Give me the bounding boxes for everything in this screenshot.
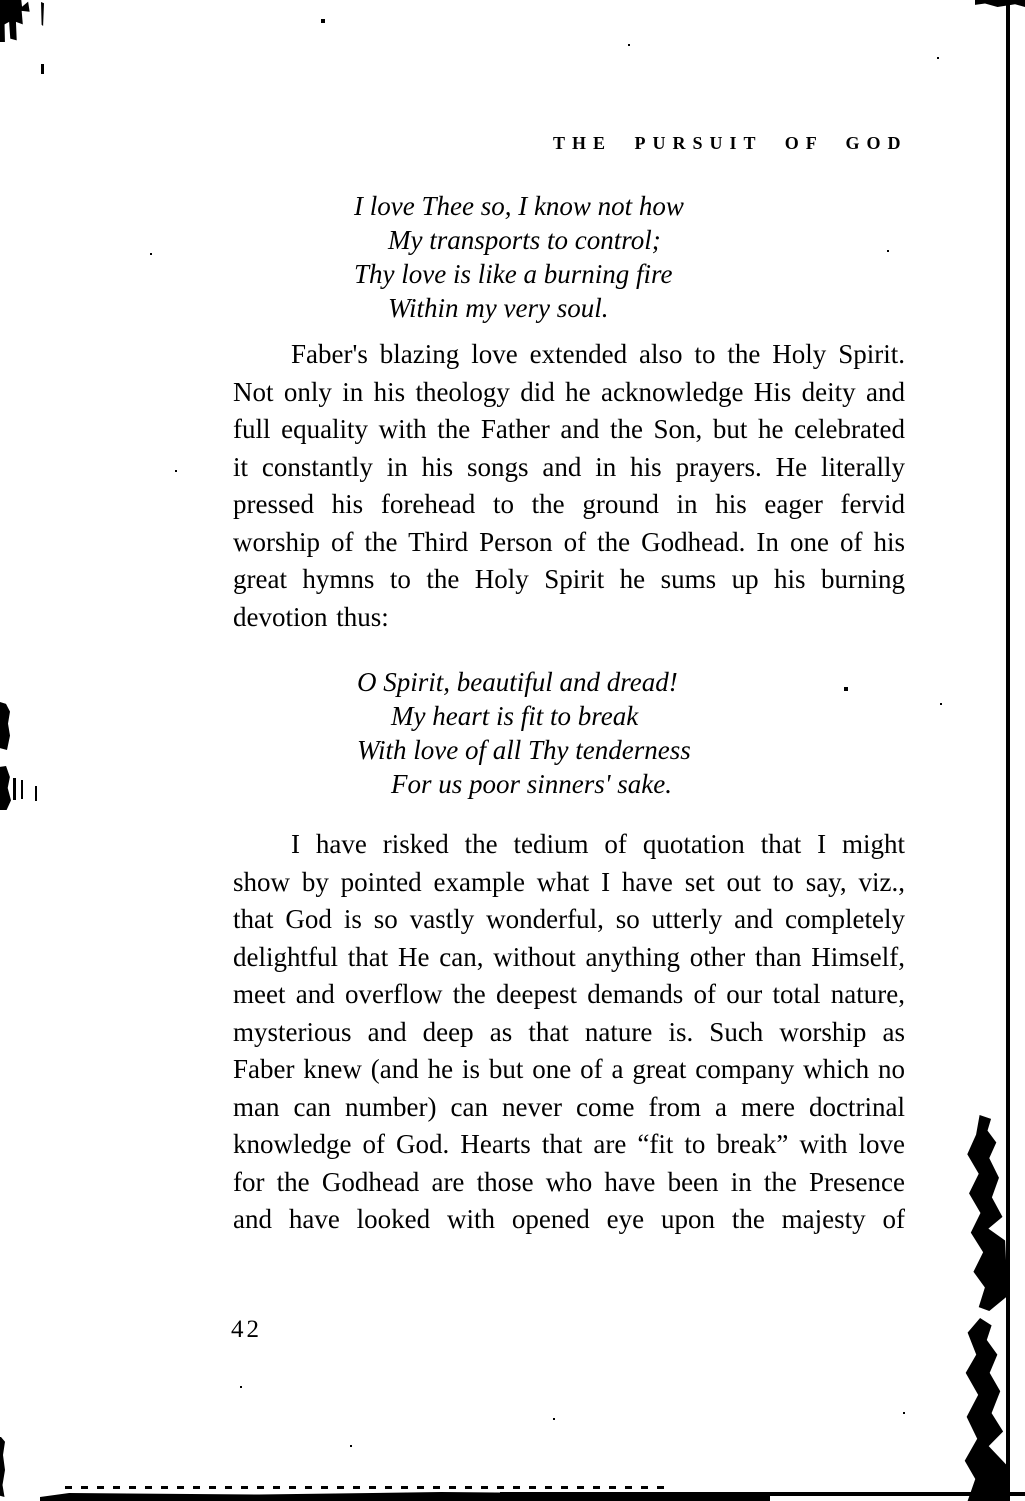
scan-tick-left-edge — [13, 778, 16, 800]
poem-line: With love of all Thy tenderness — [357, 735, 691, 765]
page-number: 42 — [231, 1316, 262, 1343]
scan-noise-dots — [0, 0, 2, 2]
scan-blob-left-edge — [0, 702, 10, 750]
poem-line: For us poor sinners' sake. — [391, 769, 673, 799]
body-paragraph-1: Faber's blazing love extended also to the Holy Spirit. Not only in his theology did he acknowledge His deity and full equality with the Father and the Son, but he celebrated it constantly in his songs and in his prayers. He literally pressed his forehead to the ground in his eager fervid worship of the Third Person of the Godhead. In one of his great hymns to the Holy Spirit he sums up his burning devotion thus: — [233, 339, 905, 632]
poem-line: My heart is fit to break — [391, 701, 639, 731]
poem-line: My transports to control; — [388, 225, 661, 255]
poem-line: Within my very soul. — [388, 293, 609, 323]
poem-line: I love Thee so, I know not how — [354, 191, 684, 221]
poem-line: O Spirit, beautiful and dread! — [357, 667, 678, 697]
scan-tick-top-left — [41, 2, 44, 26]
scan-smudge-top-left — [0, 0, 38, 42]
poem-stanza-2 — [357, 665, 691, 801]
scan-bar-top-right — [975, 0, 1025, 7]
scan-blob-left-edge — [0, 766, 11, 810]
running-header: THE PURSUIT OF GOD — [553, 133, 908, 153]
scan-tick-left-edge — [21, 780, 23, 799]
scan-bar-bottom — [500, 1492, 1025, 1496]
scan-page-edge-line — [1006, 0, 1010, 1501]
scan-ink-smudge-right — [958, 1318, 1006, 1501]
scan-speckle-row — [65, 1486, 665, 1489]
scan-tick-bottom-left — [0, 1437, 5, 1497]
scan-ink-smudge-right — [962, 1115, 1006, 1311]
poem-line: Thy love is like a burning fire — [354, 259, 673, 289]
body-paragraph-2: I have risked the tedium of quotation that I might show by pointed example what I have set out to say, viz., that God is so vastly wonderful, so utterly and completely delightful that He can, without anything other than Himself, meet and overflow the deepest demands of our total nature, mysterious and deep as that nature is. Such worship as Faber knew (and he is but one of a great company which no man can number) can never come from a mere doctrinal knowledge of God. Hearts that are “fit to break” with love for the Godhead are those who have been in the Presence and have looked with opened eye upon the majesty of — [233, 829, 905, 1234]
scan-tick-top-left — [41, 64, 44, 74]
poem-stanza-1 — [354, 189, 684, 325]
scan-tick-left-edge — [35, 786, 37, 801]
